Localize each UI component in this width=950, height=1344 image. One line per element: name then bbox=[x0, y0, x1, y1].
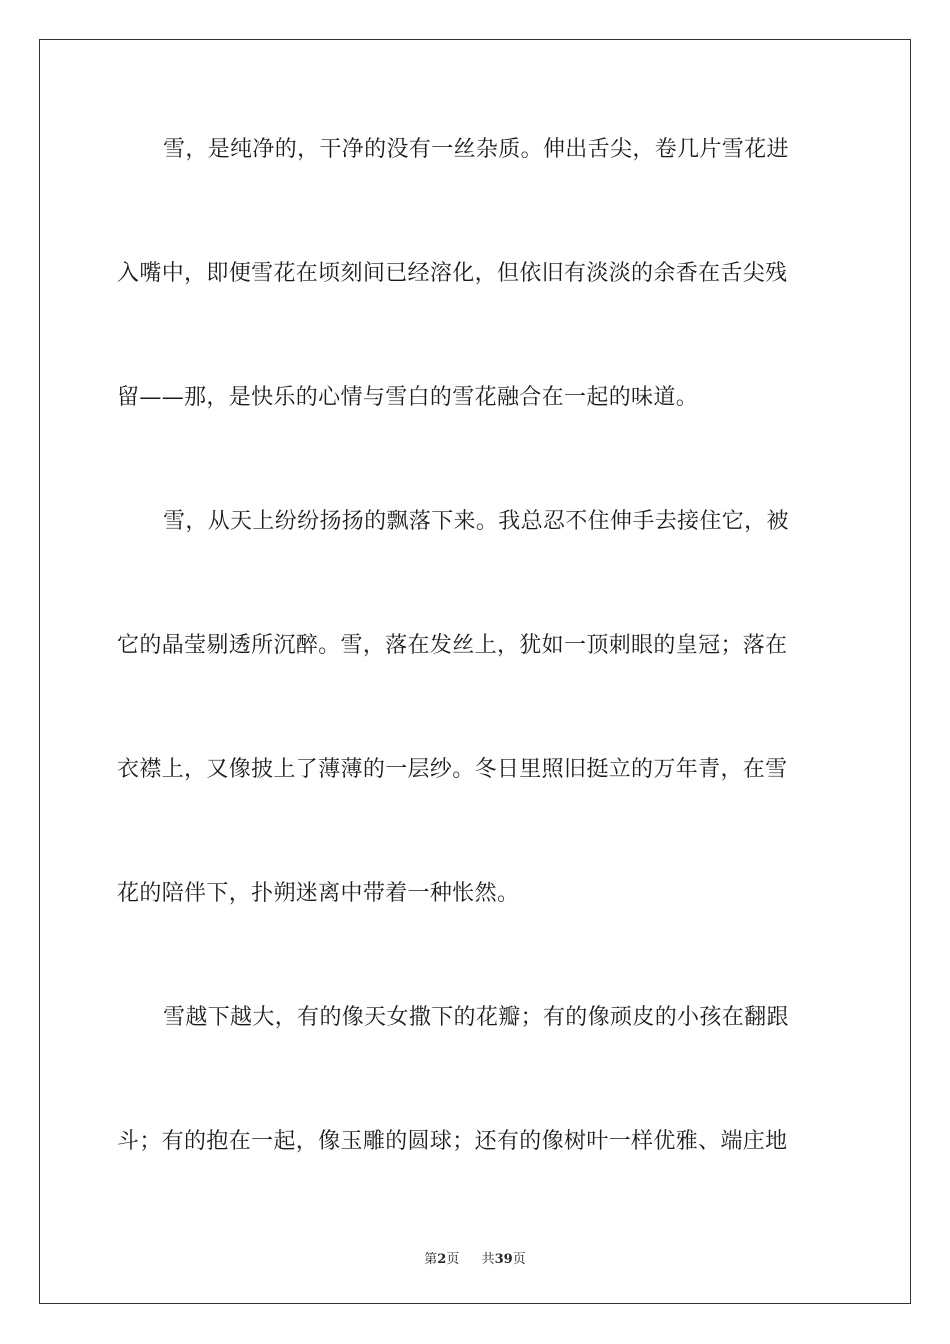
paragraph-line: 雪，从天上纷纷扬扬的飘落下来。我总忍不住伸手去接住它，被 bbox=[163, 509, 789, 534]
document-body bbox=[117, 128, 833, 1244]
paragraph-line: 雪越下越大，有的像天女撒下的花瓣；有的像顽皮的小孩在翻跟 bbox=[163, 1005, 789, 1030]
total-prefix: 共 bbox=[481, 1252, 495, 1267]
total-page-count: 39 bbox=[494, 1252, 513, 1267]
page-number-label bbox=[424, 1248, 459, 1267]
current-page-number: 2 bbox=[437, 1252, 447, 1267]
page-prefix: 第 bbox=[424, 1252, 438, 1267]
page-footer bbox=[0, 1248, 950, 1267]
total-suffix: 页 bbox=[512, 1252, 526, 1267]
paragraph-line: 它的晶莹剔透所沉醉。雪，落在发丝上，犹如一顶刺眼的皇冠；落在 bbox=[117, 633, 788, 658]
paragraph-line: 花的陪伴下，扑朔迷离中带着一种怅然。 bbox=[117, 881, 520, 906]
paragraph-line: 衣襟上，又像披上了薄薄的一层纱。冬日里照旧挺立的万年青，在雪 bbox=[117, 757, 788, 782]
paragraph-line: 雪，是纯净的，干净的没有一丝杂质。伸出舌尖，卷几片雪花进 bbox=[163, 137, 789, 162]
paragraph-line: 斗；有的抱在一起，像玉雕的圆球；还有的像树叶一样优雅、端庄地 bbox=[117, 1129, 788, 1154]
paragraph-line: 入嘴中，即便雪花在顷刻间已经溶化，但依旧有淡淡的余香在舌尖残 bbox=[117, 261, 788, 286]
total-pages-label bbox=[482, 1248, 526, 1267]
paragraph-line: 留——那，是快乐的心情与雪白的雪花融合在一起的味道。 bbox=[117, 385, 699, 410]
page-suffix: 页 bbox=[446, 1252, 460, 1267]
